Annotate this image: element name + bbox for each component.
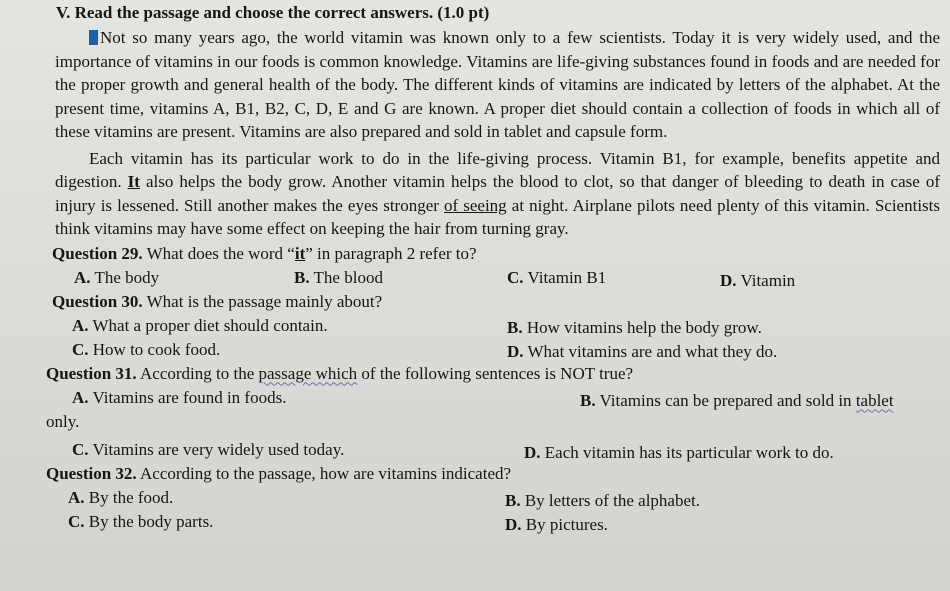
question-31-text-b: of the following sentences is NOT true? bbox=[357, 363, 634, 383]
option-32-c[interactable] bbox=[68, 510, 213, 534]
option-text: By the body parts. bbox=[84, 511, 214, 531]
question-32-options-row-1 bbox=[52, 486, 942, 510]
option-29-a[interactable] bbox=[74, 266, 159, 290]
option-letter: A. bbox=[72, 315, 89, 335]
section-heading: V. Read the passage and choose the correct answers. (1.0 pt) bbox=[56, 3, 490, 22]
option-letter: B. bbox=[580, 390, 596, 410]
option-text: How vitamins help the body grow. bbox=[522, 317, 762, 337]
option-30-b[interactable] bbox=[507, 316, 762, 340]
question-31-wavy-phrase: passage which bbox=[258, 363, 358, 383]
option-letter: B. bbox=[505, 490, 521, 510]
passage-paragraph-2 bbox=[52, 147, 942, 241]
question-30-options-row-2 bbox=[52, 338, 942, 362]
option-text: By the food. bbox=[84, 487, 174, 507]
option-text: Vitamin B1 bbox=[523, 267, 607, 287]
option-letter: C. bbox=[72, 339, 89, 359]
question-31-options-row-1 bbox=[52, 386, 942, 410]
option-29-c[interactable] bbox=[507, 266, 606, 290]
question-29-text-a: What does the word “ bbox=[142, 243, 295, 263]
blue-marker-icon bbox=[89, 30, 98, 45]
question-31 bbox=[46, 362, 942, 386]
question-30 bbox=[52, 290, 942, 314]
question-31-label: Question 31. bbox=[46, 363, 137, 383]
paragraph-2-text-c: at night. Airplane pilots need plenty of this vitamin. Scientists think vitamins may have some effect on keeping the hair from turning gray. bbox=[55, 195, 940, 238]
option-letter: C. bbox=[507, 267, 524, 287]
question-31-options-row-2 bbox=[52, 438, 942, 462]
option-text: Vitamins are very widely used today. bbox=[88, 439, 345, 459]
option-32-a[interactable] bbox=[68, 486, 173, 510]
option-letter: D. bbox=[720, 270, 737, 290]
option-text: Vitamins can be prepared and sold in bbox=[595, 390, 856, 410]
paragraph-2-text-b: also helps the body grow. Another vitamin helps the blood to clot, so that danger of bleeding to death in case of injury is lessened. Still another makes the eyes stronger bbox=[55, 172, 940, 215]
paragraph-1-text: Not so many years ago, the world vitamin was known only to a few scientists. Today it is very widely used, and the importance of vitamins in our foods is common knowledge. Vitamins are life-giving substances found in foods and are needed for the proper growth and general health of the body. The different kinds of vitamins are indicated by letters of the alphabet. At the present time, vitamins A, B1, B2, C, D, E and G are known. A proper diet should contain a collection of foods in which all of these vitamins are present. Vitamins are also prepared and sold in tablet and capsule form. bbox=[55, 28, 940, 141]
question-31-wrap-row bbox=[46, 410, 942, 434]
question-30-options-row-1 bbox=[52, 314, 942, 338]
option-31-b-wrap bbox=[46, 410, 79, 434]
option-letter: C. bbox=[68, 511, 85, 531]
option-text: Vitamin bbox=[736, 270, 796, 290]
question-30-text: What is the passage mainly about? bbox=[142, 291, 383, 311]
option-letter: B. bbox=[507, 317, 523, 337]
question-32 bbox=[46, 462, 942, 486]
option-29-b[interactable] bbox=[294, 266, 383, 290]
option-31-a[interactable] bbox=[72, 386, 286, 410]
option-31-d[interactable] bbox=[524, 441, 834, 465]
question-29-word: it bbox=[294, 243, 306, 263]
question-29-options bbox=[52, 266, 942, 290]
question-29 bbox=[52, 242, 942, 266]
option-text: Each vitamin has its particular work to do. bbox=[540, 442, 834, 462]
option-30-c[interactable] bbox=[72, 338, 220, 362]
referent-word-it: It bbox=[127, 172, 140, 191]
question-31-text-a: According to the bbox=[136, 363, 259, 383]
option-32-d[interactable] bbox=[505, 513, 608, 537]
question-29-label: Question 29. bbox=[52, 243, 143, 263]
underlined-phrase: of seeing bbox=[444, 195, 507, 215]
option-letter: A. bbox=[74, 267, 91, 287]
option-text-tail: tablet bbox=[855, 390, 894, 410]
option-30-d[interactable] bbox=[507, 340, 777, 364]
option-letter: D. bbox=[524, 442, 541, 462]
option-text: By letters of the alphabet. bbox=[520, 490, 700, 510]
option-letter: B. bbox=[294, 267, 310, 287]
option-letter: D. bbox=[507, 341, 524, 361]
option-letter: D. bbox=[505, 514, 522, 534]
option-29-d[interactable] bbox=[720, 269, 795, 293]
option-30-a[interactable] bbox=[72, 314, 328, 338]
option-text: The blood bbox=[309, 267, 383, 287]
option-text: Vitamins are found in foods. bbox=[88, 387, 287, 407]
option-letter: A. bbox=[68, 487, 85, 507]
paragraph-2-text-a: Each vitamin has its particular work to do in the life-giving process. Vitamin B1, for example, benefits appetite and digestion. bbox=[55, 148, 940, 191]
option-text: The body bbox=[90, 267, 160, 287]
option-letter: A. bbox=[72, 387, 89, 407]
option-text: What a proper diet should contain. bbox=[88, 315, 328, 335]
question-29-text-b: ” in paragraph 2 refer to? bbox=[305, 243, 477, 263]
passage-paragraph-1 bbox=[52, 26, 942, 144]
option-text: How to cook food. bbox=[88, 339, 221, 359]
option-text-wrap: only. bbox=[46, 411, 80, 431]
option-text: What vitamins are and what they do. bbox=[523, 341, 778, 361]
question-30-label: Question 30. bbox=[52, 291, 143, 311]
option-letter: C. bbox=[72, 439, 89, 459]
question-32-options-row-2 bbox=[52, 510, 942, 534]
option-31-c[interactable] bbox=[72, 438, 344, 462]
question-32-text: According to the passage, how are vitamins indicated? bbox=[136, 463, 512, 483]
option-text: By pictures. bbox=[521, 514, 608, 534]
question-32-label: Question 32. bbox=[46, 463, 137, 483]
